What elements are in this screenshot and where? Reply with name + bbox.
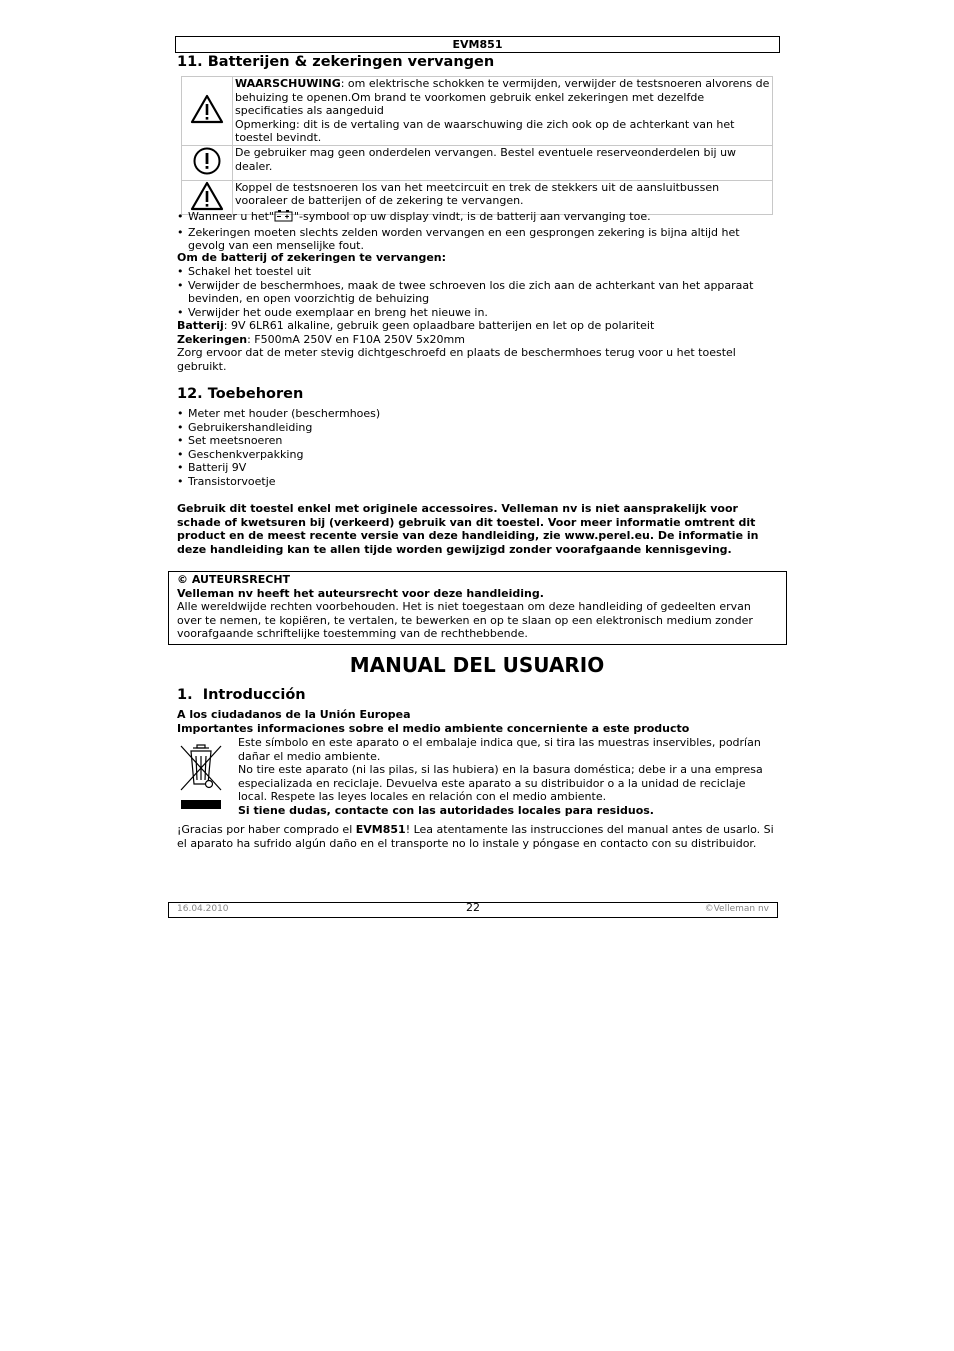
copyright-box [168,571,787,645]
weee-text-1: Este símbolo en este aparato o el embalaje indica que, si tira las muestras inservibles, podrían dañar el medio ambiente. [238,736,761,763]
copyright-text: Alle wereldwijde rechten voorbehouden. Het is niet toegestaan om deze handleiding of gedeelten ervan over te nemen, te kopiëren, te vertalen, te bewerken en op te slaan op een elektronisch medium zonder voorafgaande schriftelijke toestemming van de rechthebbende. [177,600,753,641]
weee-bin-icon [178,740,224,815]
warning-triangle-icon [182,77,233,146]
introduccion-title: 1. Introducción [177,687,306,703]
section-12-title: 12. Toebehoren [177,386,304,402]
list-item: • Zekeringen moeten slechts zelden worden vervangen en een gesprongen zekering is bijna altijd het gevolg van een menselijke fout. [177,226,777,253]
list-item: • Wanneer u het" "-symbool op uw display vindt, is de batterij aan vervanging toe. [177,210,777,226]
section-11-title: 11. Batterijen & zekeringen vervangen [177,54,495,70]
footer-date: 16.04.2010 [177,904,229,914]
list-item: • Batterij 9V [177,461,777,475]
list-item: • Transistorvoetje [177,475,777,489]
list-item: • Gebruikershandleiding [177,421,777,435]
thanks-text: ¡Gracias por haber comprado el EVM851! Lea atentamente las instrucciones del manual antes de usarlo. Si el aparato ha sufrido algún daño en el transporte no lo instale y póngase en contacto con su distribuidor. [177,823,774,850]
eu-heading: A los ciudadanos de la Unión Europea [177,708,411,721]
battery-notes [177,210,777,253]
header-model: EVM851 [175,36,780,53]
list-item: • Set meetsnoeren [177,434,777,448]
weee-bold: Si tiene dudas, contacte con las autoridades locales para residuos. [238,804,654,817]
env-heading: Importantes informaciones sobre el medio ambiente concerniente a este producto [177,722,690,735]
list-item: • Verwijder het oude exemplaar en breng het nieuwe in. [177,306,777,320]
manual-title: MANUAL DEL USUARIO [349,653,605,677]
footer [168,902,778,918]
weee-text-2: No tire este aparato (ni las pilas, si las hubiera) en la basura doméstica; debe ir a una empresa especializada en reciclaje. Devuelva este aparato a su distribuidor o a la unidad de reciclaje local. Respete las leyes locales en relación con el medio ambiente. [238,763,763,804]
footer-brand: ©Velleman nv [704,904,769,914]
accessories-list [177,407,777,489]
battery-symbol-icon [274,210,294,226]
warning-text-3: Koppel de testsnoeren los van het meetcircuit en trek de stekkers uit de aansluitbussen vooraleer de batterijen of de zekering te vervangen. [233,180,773,215]
list-item: • Verwijder de beschermhoes, maak de twee schroeven los die zich aan de achterkant van het apparaat bevinden, en open voorzichtig de behuizing [177,279,777,306]
fuse-spec: Zekeringen: F500mA 250V en F10A 250V 5x20mm [177,333,465,346]
exclamation-circle-icon [182,146,233,181]
copyright-heading: © AUTEURSRECHT [177,573,291,586]
warning-text-1: WAARSCHUWING: om elektrische schokken te vermijden, verwijder de testsnoeren alvorens de behuizing te openen.Om brand te voorkomen gebruik enkel zekeringen met dezelfde specificaties als aangeduid Opmerking: dit is de vertaling van de waarschuwing die zich ook op de achterkant van het toestel bevindt. [233,77,773,146]
closing-note: Zorg ervoor dat de meter stevig dichtgeschroefd en plaats de beschermhoes terug voor u het toestel gebruikt. [177,346,736,373]
list-item: • Geschenkverpakking [177,448,777,462]
warning-table [181,76,773,215]
copyright-subheading: Velleman nv heeft het auteursrecht voor deze handleiding. [177,587,544,600]
battery-spec: Batterij: 9V 6LR61 alkaline, gebruik geen oplaadbare batterijen en let op de polariteit [177,319,655,332]
replace-steps [177,265,777,319]
accessories-notice: Gebruik dit toestel enkel met originele accessoires. Velleman nv is niet aansprakelijk voor schade of kwetsuren bij (verkeerd) gebruik van dit toestel. Voor meer informatie omtrent dit product en de meest recente versie van deze handleiding, zie www.perel.eu. De informatie in deze handleiding kan te allen tijde worden gewijzigd zonder voorafgaande kennisgeving. [177,502,759,556]
list-item: • Schakel het toestel uit [177,265,777,279]
replace-heading: Om de batterij of zekeringen te vervangen: [177,251,447,264]
warning-text-2: De gebruiker mag geen onderdelen vervangen. Bestel eventuele reserveonderdelen bij uw dealer. [233,146,773,181]
list-item: • Meter met houder (beschermhoes) [177,407,777,421]
page-number: 22 [466,901,480,914]
